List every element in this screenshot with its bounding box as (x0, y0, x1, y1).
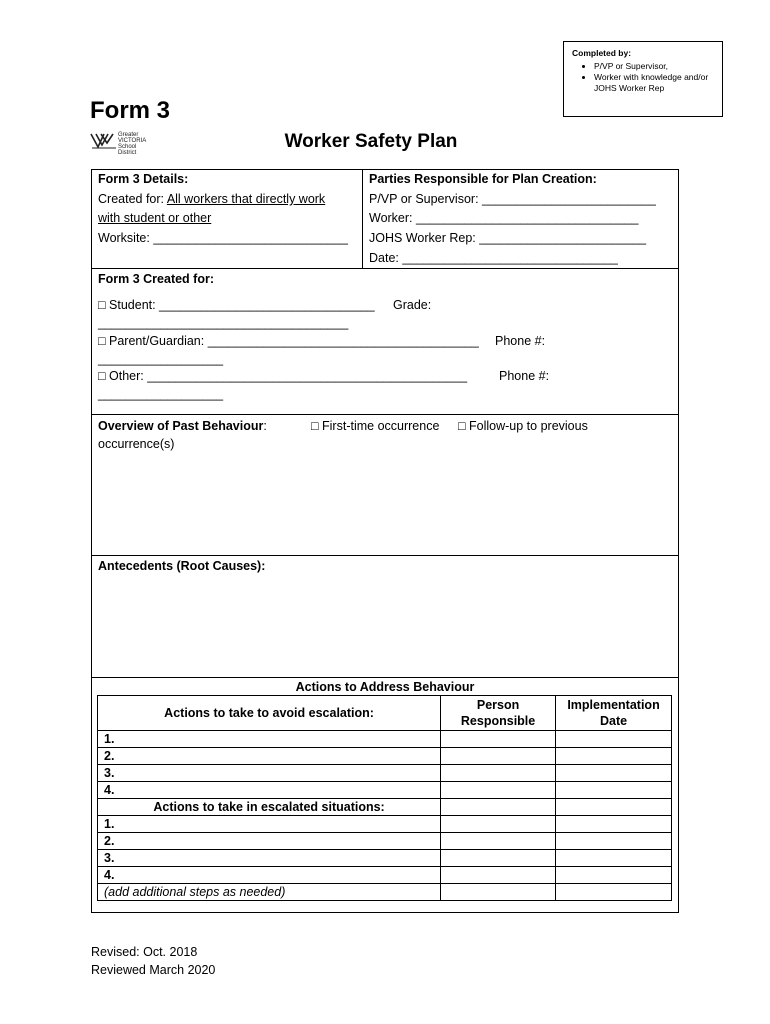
table-row (98, 731, 672, 748)
johs-field[interactable]: JOHS Worker Rep: ________________________ (369, 231, 647, 245)
person-cell[interactable] (441, 867, 556, 884)
table-row (98, 867, 672, 884)
date-cell[interactable] (556, 884, 672, 901)
table-row (98, 816, 672, 833)
grade-field[interactable]: ____________________________________ (98, 316, 349, 330)
table-row (98, 782, 672, 799)
date-cell[interactable] (556, 765, 672, 782)
col-person-line1: Person (476, 698, 520, 712)
first-time-checkbox[interactable]: □ First-time occurrence (311, 419, 440, 433)
date-cell[interactable] (556, 799, 672, 816)
row-number[interactable]: 3. (98, 765, 441, 782)
col-impl-line2: Date (599, 714, 628, 728)
parent-phone-label: Phone #: (495, 334, 546, 348)
page-title: Worker Safety Plan (284, 131, 458, 152)
table-row (98, 765, 672, 782)
grade-label: Grade: (393, 298, 432, 312)
completed-by-list (572, 61, 714, 94)
student-field[interactable]: □ Student: _______________________________ (98, 298, 375, 312)
occurrence-label: occurrence(s) (98, 437, 175, 451)
completed-by-title: Completed by: (572, 48, 632, 58)
created-for-value-2: with student or other (98, 211, 212, 225)
parent-phone-field[interactable]: __________________ (98, 352, 224, 366)
date-cell[interactable] (556, 867, 672, 884)
col-impl-line1: Implementation (567, 698, 660, 712)
row-number[interactable]: 1. (98, 816, 441, 833)
created-for-row (98, 192, 325, 206)
divider (362, 169, 363, 269)
revised-date: Revised: Oct. 2018 (91, 945, 198, 959)
date-cell[interactable] (556, 731, 672, 748)
reviewed-date: Reviewed March 2020 (91, 963, 216, 977)
row-number[interactable]: 2. (98, 748, 441, 765)
row-number[interactable]: 2. (98, 833, 441, 850)
col-person-header (441, 696, 556, 731)
person-cell[interactable] (441, 799, 556, 816)
date-cell[interactable] (556, 833, 672, 850)
overview-colon: : (263, 419, 267, 433)
antecedents-label: Antecedents (Root Causes): (98, 559, 266, 573)
divider (91, 268, 679, 269)
actions-heading: Actions to Address Behaviour (295, 680, 475, 694)
divider (91, 555, 679, 556)
table-row (98, 748, 672, 765)
form-number: Form 3 (90, 97, 171, 124)
date-field[interactable]: Date: _______________________________ (369, 251, 618, 265)
col-avoid-header: Actions to take to avoid escalation: (98, 696, 441, 731)
actions-table (97, 695, 672, 901)
date-cell[interactable] (556, 850, 672, 867)
table-header-row (98, 696, 672, 731)
created-for-heading: Form 3 Created for: (98, 272, 214, 286)
other-phone-label: Phone #: (499, 369, 550, 383)
date-cell[interactable] (556, 782, 672, 799)
parent-field[interactable]: □ Parent/Guardian: _______________________________________ (98, 334, 479, 348)
row-number[interactable]: 3. (98, 850, 441, 867)
table-row (98, 850, 672, 867)
other-phone-field[interactable]: __________________ (98, 387, 224, 401)
person-cell[interactable] (441, 731, 556, 748)
overview-row (98, 419, 267, 433)
logo-text: Greater VICTORIA School District (118, 132, 146, 156)
additional-steps-note[interactable]: (add additional steps as needed) (98, 884, 441, 901)
row-number[interactable]: 1. (98, 731, 441, 748)
worker-field[interactable]: Worker: ________________________________ (369, 211, 639, 225)
table-row (98, 833, 672, 850)
person-cell[interactable] (441, 850, 556, 867)
col-person-line2: Responsible (460, 714, 536, 728)
details-heading: Form 3 Details: (98, 172, 189, 186)
divider (91, 677, 679, 678)
escalated-heading: Actions to take in escalated situations: (98, 799, 441, 816)
table-row (98, 884, 672, 901)
divider (91, 414, 679, 415)
completed-by-box (563, 41, 723, 117)
pvp-field[interactable]: P/VP or Supervisor: _________________________ (369, 192, 656, 206)
worksite-field[interactable]: Worksite: ____________________________ (98, 231, 348, 245)
completed-by-item: • Worker with knowledge and/or JOHS Worker Rep (594, 72, 714, 94)
overview-label: Overview of Past Behaviour (98, 419, 264, 433)
follow-up-checkbox[interactable]: □ Follow-up to previous (458, 419, 588, 433)
person-cell[interactable] (441, 816, 556, 833)
escalated-heading-row (98, 799, 672, 816)
created-for-label: Created for: (98, 192, 165, 206)
date-cell[interactable] (556, 748, 672, 765)
row-number[interactable]: 4. (98, 867, 441, 884)
other-field[interactable]: □ Other: ______________________________________________ (98, 369, 468, 383)
parties-heading: Parties Responsible for Plan Creation: (369, 172, 597, 186)
col-impl-header (556, 696, 672, 731)
person-cell[interactable] (441, 833, 556, 850)
person-cell[interactable] (441, 748, 556, 765)
person-cell[interactable] (441, 782, 556, 799)
person-cell[interactable] (441, 765, 556, 782)
created-for-value: All workers that directly work (166, 192, 326, 206)
person-cell[interactable] (441, 884, 556, 901)
footer (91, 943, 215, 979)
row-number[interactable]: 4. (98, 782, 441, 799)
date-cell[interactable] (556, 816, 672, 833)
completed-by-item: • P/VP or Supervisor, (594, 61, 714, 72)
